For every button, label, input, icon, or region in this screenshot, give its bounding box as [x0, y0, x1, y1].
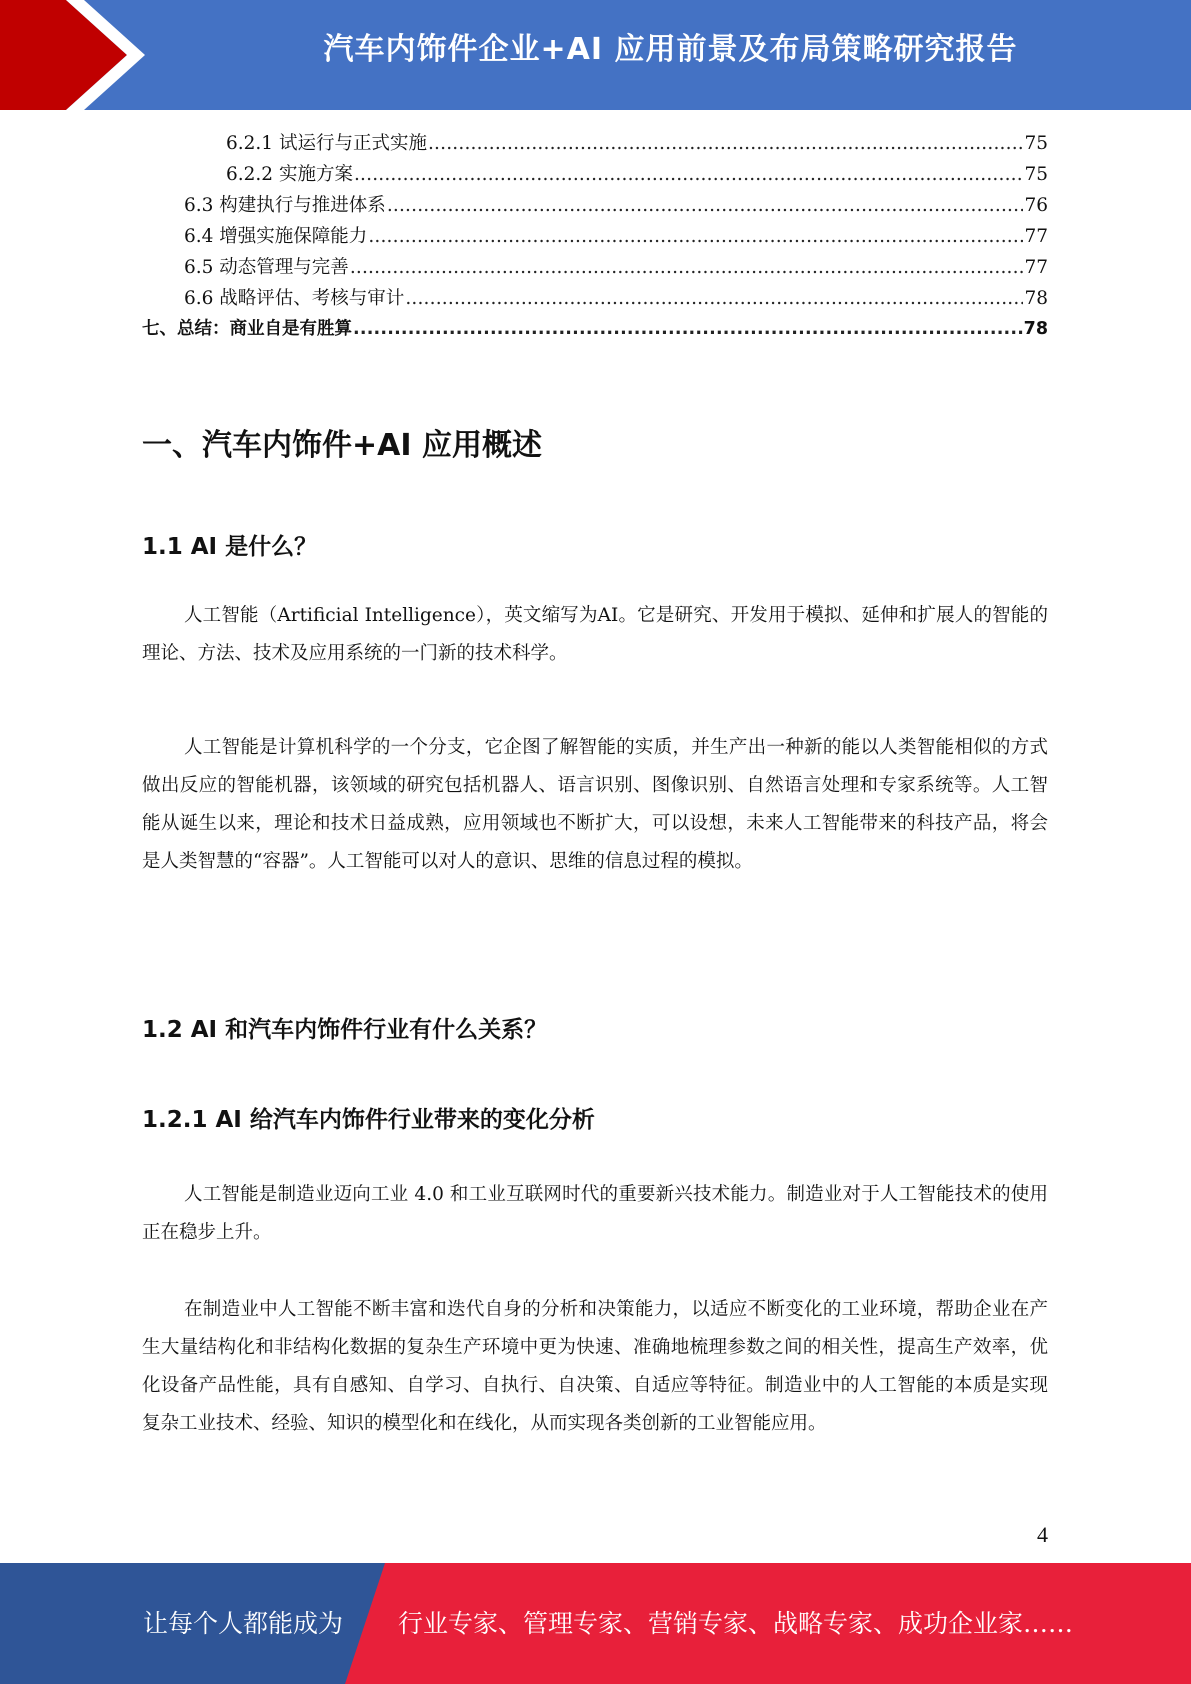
- toc-leader-dots: [387, 190, 1024, 221]
- toc-leader-dots: [354, 159, 1024, 190]
- toc-entry-text: 七、总结：商业自是有胜算: [142, 319, 352, 339]
- table-of-contents: [142, 128, 1048, 345]
- toc-entry-text: 6.2.2 实施方案: [226, 164, 353, 185]
- toc-entry-text: 6.3 构建执行与推进体系: [184, 195, 386, 216]
- toc-entry[interactable]: [142, 283, 1048, 314]
- report-title: 汽车内饰件企业+AI 应用前景及布局策略研究报告: [323, 32, 1018, 67]
- toc-entry[interactable]: [142, 159, 1048, 190]
- toc-entry-page: 77: [1024, 226, 1048, 247]
- body-paragraph: 人工智能是制造业迈向工业 4.0 和工业互联网时代的重要新兴技术能力。制造业对于人工智能技术的使用正在稳步上升。: [142, 1184, 1048, 1243]
- subsection-heading: 1.2.1 AI 给汽车内饰件行业带来的变化分析: [142, 1107, 595, 1133]
- toc-entry[interactable]: [142, 314, 1048, 345]
- toc-leader-dots: [353, 314, 1023, 345]
- footer-slogan-right: 行业专家、管理专家、营销专家、战略专家、成功企业家……: [398, 1609, 1074, 1638]
- toc-leader-dots: [405, 283, 1023, 314]
- toc-leader-dots: [368, 221, 1023, 252]
- toc-entry-text: 6.2.1 试运行与正式实施: [226, 133, 427, 154]
- toc-leader-dots: [428, 128, 1023, 159]
- toc-entry[interactable]: [142, 252, 1048, 283]
- page-number: 4: [1037, 1522, 1048, 1547]
- toc-entry[interactable]: [142, 128, 1048, 159]
- body-paragraph: 在制造业中人工智能不断丰富和迭代自身的分析和决策能力，以适应不断变化的工业环境，帮助企业在产生大量结构化和非结构化数据的复杂生产环境中更为快速、准确地梳理参数之间的相关性，提高生产效率，优化设备产品性能，具有自感知、自学习、自执行、自决策、自适应等特征。制造业中的人工智能的本质是实现复杂工业技术、经验、知识的模型化和在线化，从而实现各类创新的工业智能应用。: [142, 1299, 1048, 1434]
- toc-entry-page: 78: [1024, 288, 1048, 309]
- section-heading: 一、汽车内饰件+AI 应用概述: [142, 428, 542, 463]
- toc-entry-page: 77: [1024, 257, 1048, 278]
- page-footer: [0, 1563, 1191, 1684]
- subsection-heading: 1.2 AI 和汽车内饰件行业有什么关系？: [142, 1017, 548, 1043]
- body-paragraph: 人工智能（Artificial Intelligence），英文缩写为AI。它是研究、开发用于模拟、延伸和扩展人的智能的理论、方法、技术及应用系统的一门新的技术科学。: [142, 605, 1048, 664]
- toc-entry-page: 76: [1024, 195, 1048, 216]
- toc-entry-text: 6.4 增强实施保障能力: [184, 226, 368, 247]
- toc-entry-page: 78: [1023, 319, 1048, 339]
- toc-entry[interactable]: [142, 221, 1048, 252]
- toc-entry-text: 6.5 动态管理与完善: [184, 257, 349, 278]
- body-paragraph: 人工智能是计算机科学的一个分支，它企图了解智能的实质，并生产出一种新的能以人类智能相似的方式做出反应的智能机器，该领域的研究包括机器人、语言识别、图像识别、自然语言处理和专家系统等。人工智能从诞生以来，理论和技术日益成熟，应用领域也不断扩大，可以设想，未来人工智能带来的科技产品，将会是人类智慧的“容器”。人工智能可以对人的意识、思维的信息过程的模拟。: [142, 737, 1048, 872]
- footer-slogan-left: 让每个人都能成为: [143, 1609, 344, 1638]
- subsection-heading: 1.1 AI 是什么？: [142, 534, 318, 560]
- page-header: [0, 0, 1191, 110]
- toc-entry[interactable]: [142, 190, 1048, 221]
- toc-entry-page: 75: [1024, 133, 1048, 154]
- toc-entry-text: 6.6 战略评估、考核与审计: [184, 288, 405, 309]
- toc-leader-dots: [350, 252, 1024, 283]
- toc-entry-page: 75: [1024, 164, 1048, 185]
